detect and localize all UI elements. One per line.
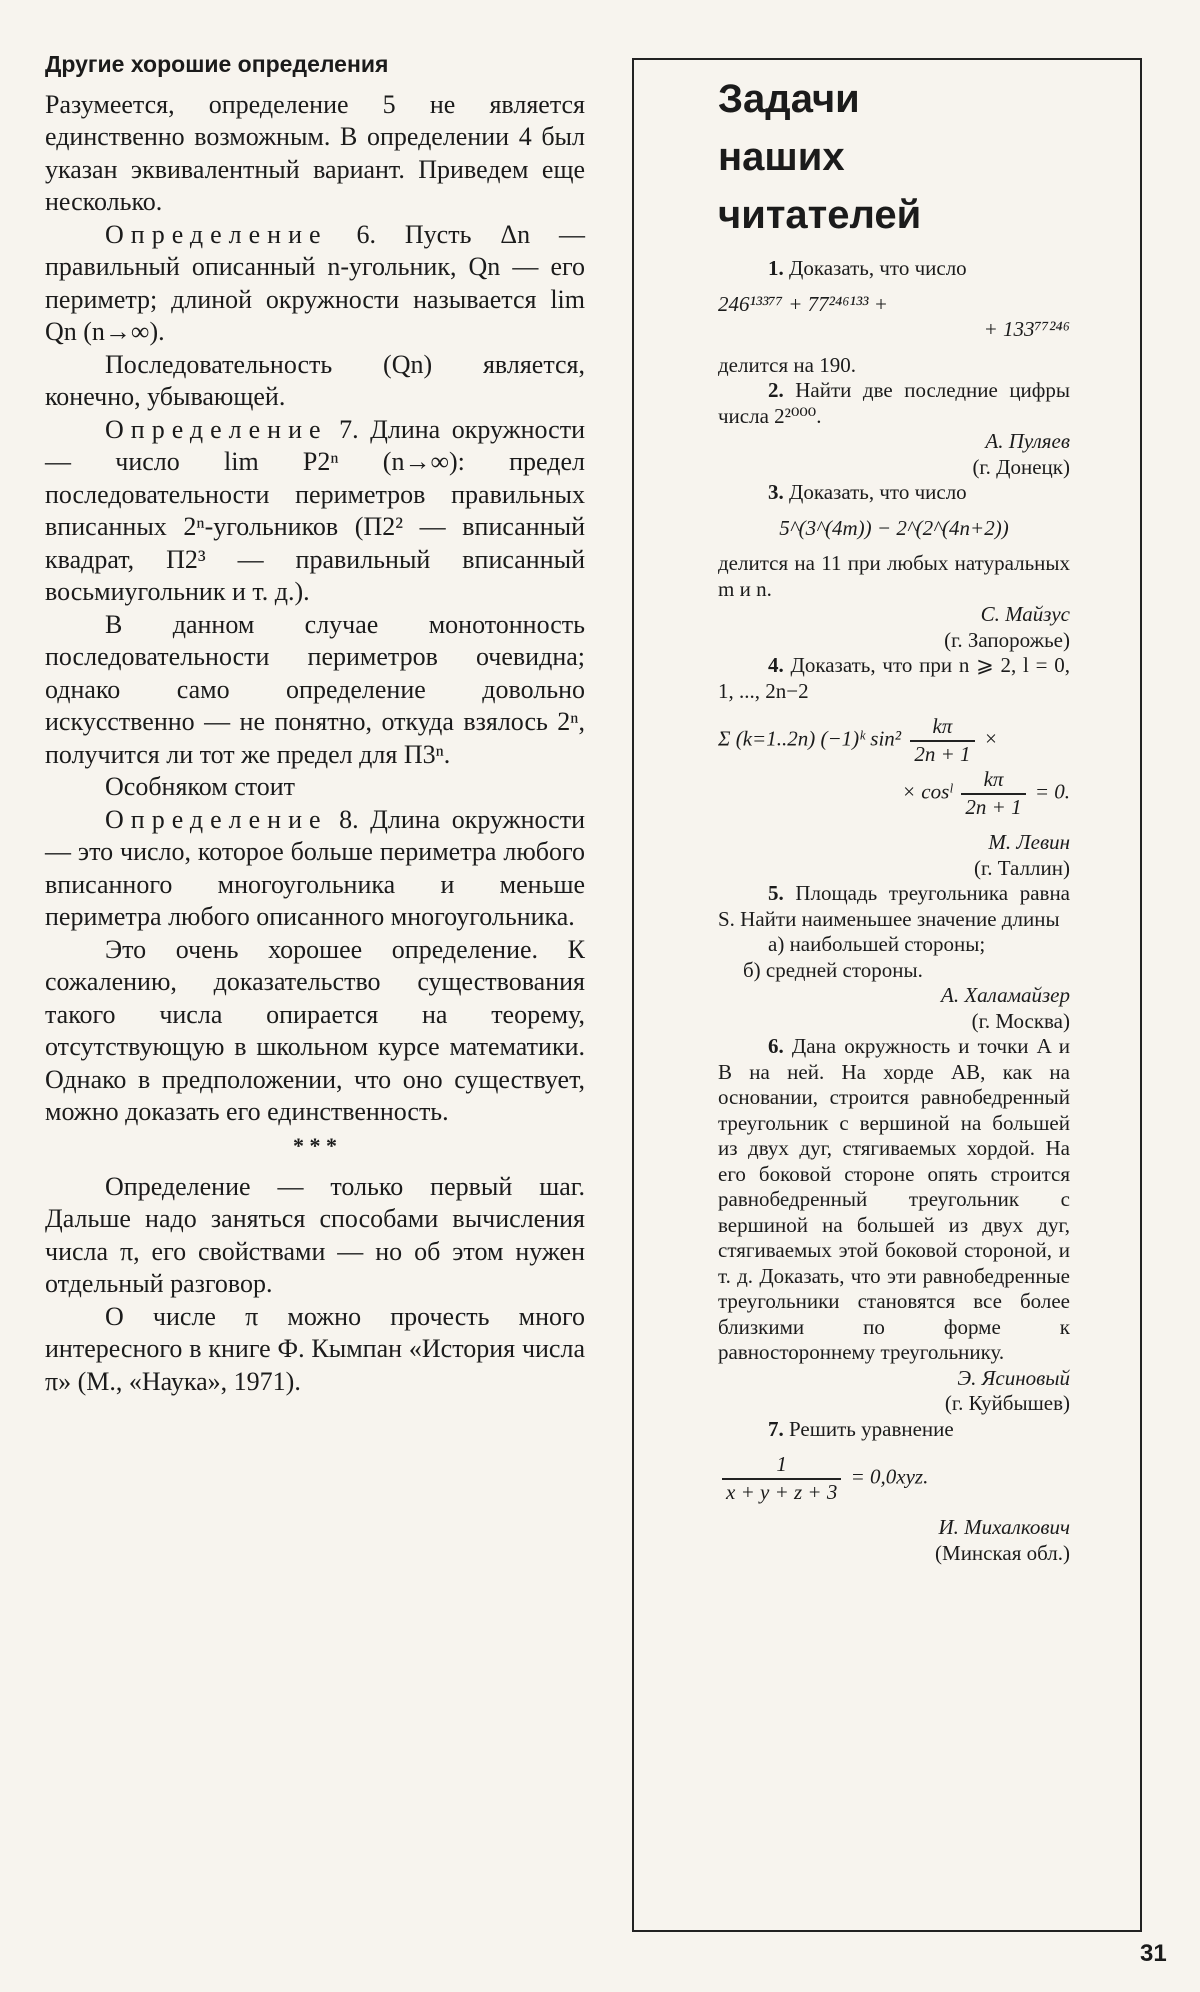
problem-3-author: С. Майзус [980, 602, 1070, 626]
problem-7 [718, 1417, 1070, 1443]
title-line-3: читателей [718, 193, 922, 237]
definition-8-label: Определение [105, 804, 328, 834]
paragraph-sequence: Последовательность (Qn) является, конечно, убывающей. [45, 349, 585, 411]
problem-3-city: (г. Запорожье) [944, 627, 1070, 652]
definition-8 [45, 804, 585, 934]
problem-4-formula [718, 714, 1070, 820]
problem-5-option-a: а) наибольшей стороны; [768, 932, 986, 956]
problem-1-tail: делится на 190. [718, 352, 856, 377]
problem-1-formula-line-2: + 133⁷⁷²⁴⁶ [983, 317, 1070, 341]
definition-7 [45, 414, 585, 609]
problem-7-rhs: = 0,0xyz. [850, 1464, 929, 1489]
reader-problems-column [718, 70, 1070, 1566]
problem-3-number: 3. [768, 480, 784, 504]
problem-4-author: М. Левин [988, 830, 1070, 854]
paragraph-first-step: Определение — только первый шаг. Дальше надо заняться способами вычисления числа π, его свойствами — но об этом нужен отдельный разговор. [45, 1171, 585, 1298]
problem-1-formula [718, 292, 1070, 343]
paragraph-apart: Особняком стоит [105, 772, 296, 801]
definition-6-label: Определение [105, 219, 328, 249]
problem-2 [718, 378, 1070, 429]
left-column [45, 48, 585, 1398]
problem-4-text: Доказать, что при n ⩾ 2, l = 0, 1, ..., 2n−2 [718, 653, 1071, 703]
problem-7-author: И. Михалкович [938, 1515, 1070, 1539]
problem-6-author: Э. Ясиновый [957, 1365, 1070, 1390]
problem-3-formula: 5^(3^(4m)) − 2^(2^(4n+2)) [779, 515, 1009, 540]
problem-4-times: × [983, 726, 998, 751]
section-heading: Другие хорошие определения [45, 51, 389, 77]
problem-5 [718, 881, 1070, 932]
problem-7-formula [718, 1452, 1070, 1505]
problem-4-equals: = 0. [1034, 779, 1070, 804]
section-separator: * * * [293, 1132, 337, 1158]
problem-4-number: 4. [768, 653, 784, 677]
problem-1 [718, 256, 1070, 282]
title-line-1: Задачи [718, 77, 860, 121]
problem-6 [718, 1034, 1070, 1366]
problem-3-text: Доказать, что число [789, 480, 967, 504]
problem-4-formula-line-1 [718, 714, 1070, 767]
problem-7-text: Решить уравнение [789, 1416, 954, 1441]
problems-title [718, 70, 1070, 244]
problem-3-tail: делится на 11 при любых натуральных m и n. [718, 551, 1070, 601]
problem-1-number: 1. [768, 256, 784, 280]
problem-4-cos: × cosˡ [901, 779, 953, 804]
problem-4 [718, 653, 1070, 704]
fraction-numerator: 1 [722, 1452, 841, 1480]
fraction-denominator: 2n + 1 [965, 794, 1022, 819]
definition-8-text: 8. Длина окружности — это число, которое больше периметра любого вписанного многоугольника и меньше периметра любого описанного многоугольника. [45, 804, 585, 931]
fraction-denominator: 2n + 1 [914, 741, 971, 766]
problem-5-number: 5. [768, 881, 784, 905]
problem-4-fraction-2 [961, 767, 1025, 820]
paragraph-book: О числе π можно прочесть много интересного в книге Ф. Кымпан «История числа π» (М., «Наука», 1971). [45, 1301, 585, 1396]
problem-3 [718, 480, 1070, 506]
problem-4-city: (г. Таллин) [974, 855, 1070, 880]
problem-4-sum: Σ (k=1..2n) (−1)ᵏ sin² [718, 726, 902, 751]
problem-7-city: (Минская обл.) [935, 1540, 1070, 1565]
definition-6-text: 6. Пусть Δn — правильный описанный n-угольник, Qn — его периметр; длиной окружности называется lim Qn (n→∞). [45, 219, 585, 346]
definition-6 [45, 219, 585, 349]
problem-7-fraction [722, 1452, 841, 1505]
problem-5-city: (г. Москва) [971, 1008, 1070, 1033]
problem-4-formula-line-2 [718, 767, 1070, 820]
problem-2-text: Найти две последние цифры числа 2²⁰⁰⁰. [718, 378, 1071, 428]
definition-7-label: Определение [105, 414, 328, 444]
definition-7-text: 7. Длина окружности — число lim P2ⁿ (n→∞): предел последовательности периметров правильных вписанных 2ⁿ-угольников (П2² — вписанный квадрат, П2³ — правильный вписанный восьмиугольник и т. д.). [45, 414, 585, 606]
problem-7-number: 7. [768, 1416, 784, 1441]
problem-6-text: Дана окружность и точки A и B на ней. На хорде AB, как на основании, строится равнобедренный треугольник с вершиной на большей из двух дуг, стягиваемых хордой. На его боковой стороне опять строится равнобедренный треугольник с вершиной на большей из двух дуг, стягиваемых этой боковой стороной, и т. д. Доказать, что эти равнобедренные треугольники становятся все более близкими по форме к равностороннему треугольнику. [718, 1034, 1071, 1364]
problem-5-text: Площадь треугольника равна S. Найти наименьшее значение длины [718, 881, 1070, 931]
title-line-2: наших [718, 135, 845, 179]
problem-4-fraction-1 [910, 714, 974, 767]
paragraph-monotonicity: В данном случае монотонность последовательности периметров очевидна; однако само определение довольно искусственно — не понятно, откуда взялось 2ⁿ, получится ли тот же предел для П3ⁿ. [45, 609, 585, 769]
fraction-denominator: x + y + z + 3 [726, 1479, 838, 1504]
problem-2-city: (г. Донецк) [972, 454, 1070, 479]
problem-6-number: 6. [768, 1034, 784, 1058]
problem-6-city: (г. Куйбышев) [944, 1391, 1070, 1415]
paragraph-intro: Разумеется, определение 5 не является единственно возможным. В определении 4 был указан эквивалентный вариант. Приведем еще несколько. [45, 89, 585, 216]
problem-2-number: 2. [768, 378, 784, 402]
problem-2-author: А. Пуляев [985, 429, 1070, 453]
problem-1-text: Доказать, что число [789, 256, 967, 280]
problem-1-formula-line-1: 246¹³³⁷⁷ + 77²⁴⁶¹³³ + [718, 291, 888, 316]
fraction-numerator: kπ [910, 714, 974, 742]
page-number: 31 [1140, 1940, 1167, 1967]
paragraph-good-definition: Это очень хорошее определение. К сожалению, доказательство существования такого числа опирается на теорему, отсутствующую в школьном курсе математики. Однако в предположении, что оно существует, можно доказать его единственность. [45, 934, 585, 1126]
problem-5-author: А. Халамайзер [941, 983, 1070, 1007]
fraction-numerator: kπ [961, 767, 1025, 795]
problem-5-option-b: б) средней стороны. [743, 957, 923, 982]
